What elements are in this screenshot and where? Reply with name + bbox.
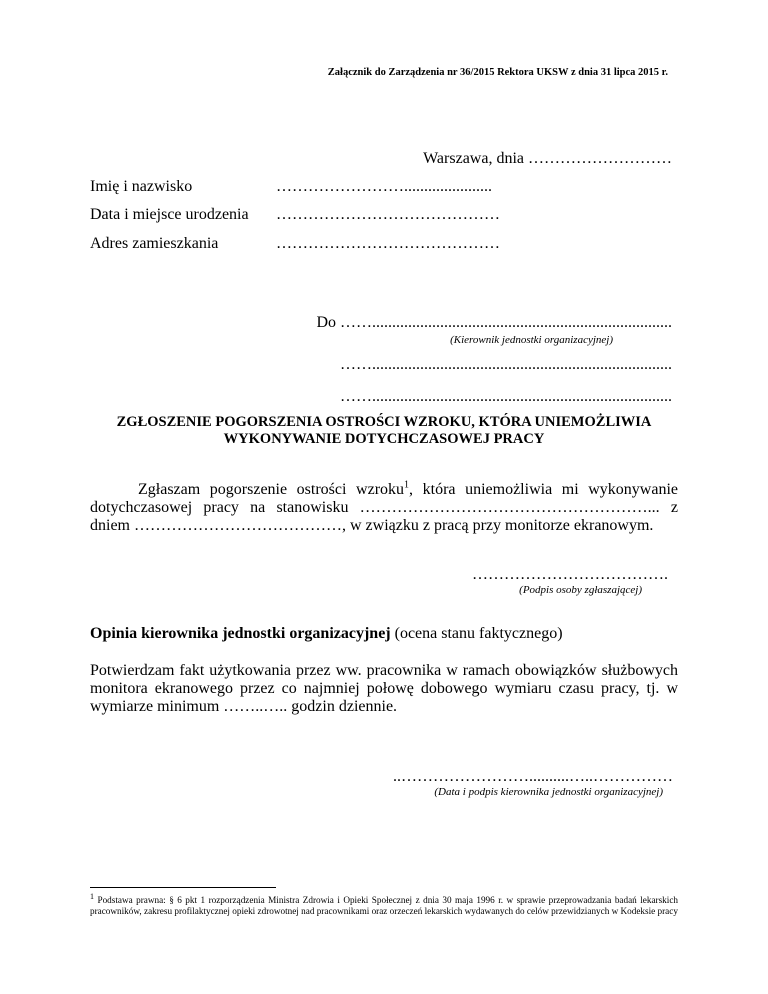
place-date-line: Warszawa, dnia ……………………… <box>423 150 672 167</box>
report-text-end: , która uniemożliwia mi wykonywanie dotychczasowej pracy na stanowisku ………………………………………………... z dniem …………………………………, w związku z pracą przy monitorze ekranowym. <box>90 481 678 534</box>
birth-label: Data i miejsce urodzenia <box>90 206 249 223</box>
recipient-line: Do ……........................................................................... <box>316 314 672 331</box>
report-text-start: Zgłaszam pogorszenie ostrości wzroku <box>138 481 405 498</box>
recipient-line-3: ……........................................................................... <box>340 388 672 405</box>
name-label: Imię i nazwisko <box>90 178 193 195</box>
birth-field: …………………………………… <box>276 206 500 223</box>
footnote-number: 1 <box>90 891 94 901</box>
manager-signature-caption: (Data i podpis kierownika jednostki organizacyjnej) <box>434 786 663 798</box>
footnote-ref: 1 <box>404 479 410 491</box>
opinion-heading <box>90 625 563 643</box>
footnote <box>90 891 678 917</box>
recipient-line-2: ……........................................................................... <box>340 356 672 373</box>
opinion-heading-rest: (ocena stanu faktycznego) <box>390 625 563 642</box>
annex-header: Załącznik do Zarządzenia nr 36/2015 Rektora UKSW z dnia 31 lipca 2015 r. <box>327 67 668 78</box>
recipient-caption: (Kierownik jednostki organizacyjnej) <box>450 334 613 346</box>
manager-signature-line: ..……………………..........…..…………… <box>393 768 673 785</box>
report-paragraph <box>90 481 678 535</box>
footnote-divider <box>90 887 276 888</box>
opinion-heading-bold: Opinia kierownika jednostki organizacyjnej <box>90 625 391 642</box>
opinion-paragraph: Potwierdzam fakt użytkowania przez ww. pracownika w ramach obowiązków służbowych monitora ekranowego przez co najmniej połowę dobowego wymiaru czasu pracy, tj. w wymiarze minimum ……..….. godzin dziennie. <box>90 662 678 715</box>
applicant-signature-line: ………………………………. <box>472 566 668 583</box>
address-label: Adres zamieszkania <box>90 235 219 252</box>
applicant-signature-caption: (Podpis osoby zgłaszającej) <box>519 584 642 596</box>
address-field: …………………………………… <box>276 235 500 252</box>
name-field: ……………………...................... <box>276 178 492 195</box>
footnote-text: Podstawa prawna: § 6 pkt 1 rozporządzenia Ministra Zdrowia i Opieki Społecznej z dnia 30 maja 1996 r. w sprawie przeprowadzania badań lekarskich pracowników, zakresu profilaktycznej opieki zdrowotnej nad pracownikami oraz orzeczeń lekarskich wydawanych do celów przewidzianych w Kodeksie pracy <box>90 895 678 916</box>
document-title: ZGŁOSZENIE POGORSZENIA OSTROŚCI WZROKU, KTÓRA UNIEMOŻLIWIA WYKONYWANIE DOTYCHCZASOWEJ PRACY <box>116 414 652 447</box>
